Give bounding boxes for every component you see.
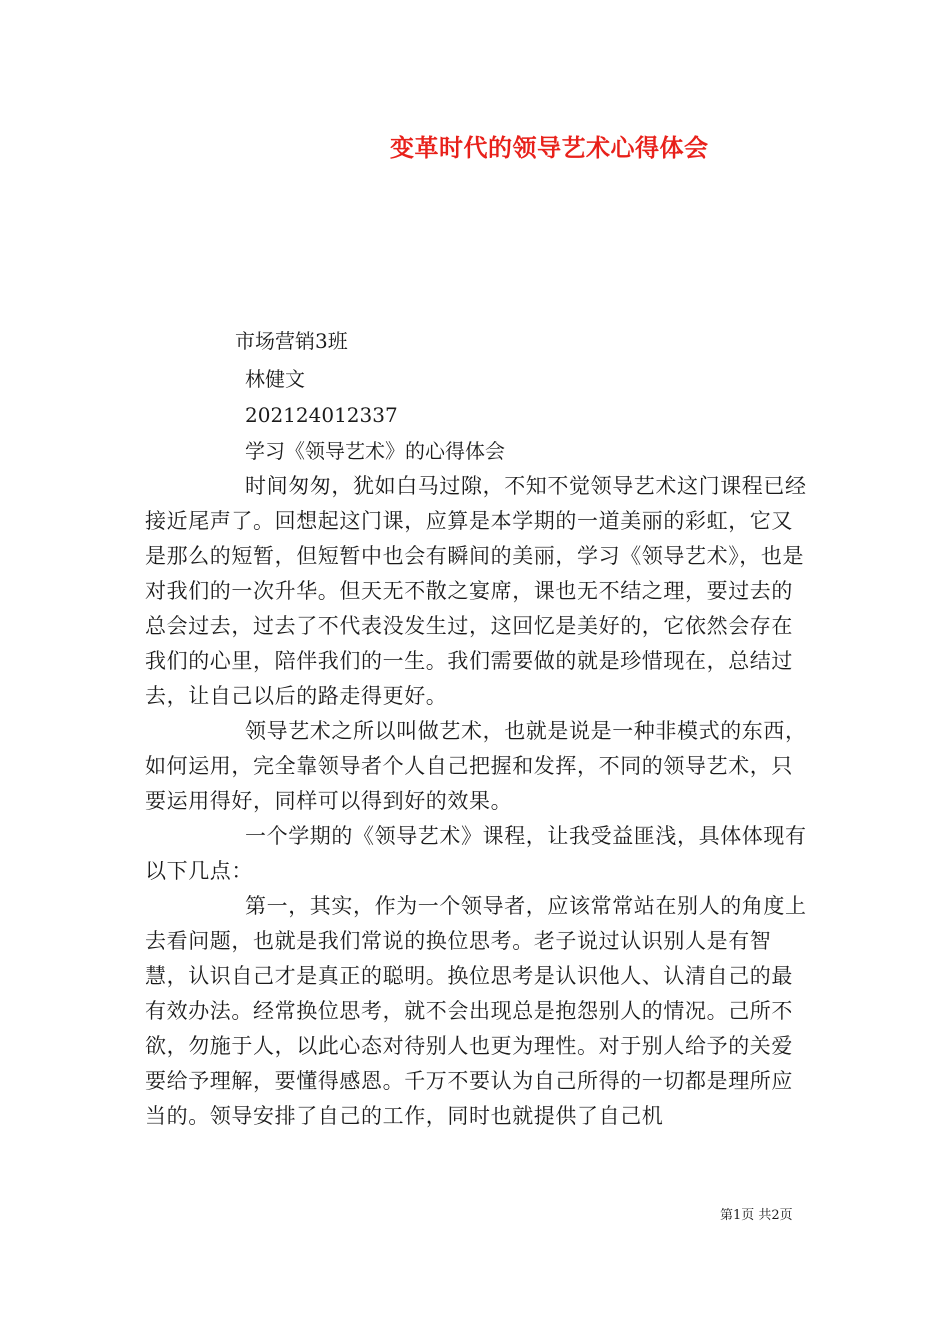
author-name: 林健文	[245, 367, 305, 391]
class-name: 市场营销3班	[235, 329, 348, 353]
essay-body	[145, 469, 811, 1134]
paragraph-2: 领导艺术之所以叫做艺术，也就是说是一种非模式的东西，如何运用，完全靠领导者个人自己把握和发挥，不同的领导艺术，只要运用得好，同样可以得到好的效果。	[145, 719, 807, 813]
paragraph-3: 一个学期的《领导艺术》课程，让我受益匪浅，具体体现有以下几点：	[145, 824, 807, 883]
paragraph-1: 时间匆匆，犹如白马过隙，不知不觉领导艺术这门课程已经接近尾声了。回想起这门课，应算是本学期的一道美丽的彩虹，它又是那么的短暂，但短暂中也会有瞬间的美丽，学习《领导艺术》，也是对我们的一次升华。但天无不散之宴席，课也无不结之理，要过去的总会过去，过去了不代表没发生过，这回忆是美好的，它依然会存在我们的心里，陪伴我们的一生。我们需要做的就是珍惜现在，总结过去，让自己以后的路走得更好。	[145, 474, 807, 708]
student-id: 202124012337	[245, 403, 398, 427]
document-title: 变革时代的领导艺术心得体会	[390, 133, 709, 162]
essay-subtitle: 学习《领导艺术》的心得体会	[245, 439, 505, 463]
page-number: 第1页 共2页	[720, 1208, 793, 1223]
paragraph-4: 第一，其实，作为一个领导者，应该常常站在别人的角度上去看问题，也就是我们常说的换位思考。老子说过认识别人是有智慧，认识自己才是真正的聪明。换位思考是认识他人、认清自己的最有效办法。经常换位思考，就不会出现总是抱怨别人的情况。己所不欲，勿施于人，以此心态对待别人也更为理性。对于别人给予的关爱要给予理解，要懂得感恩。千万不要认为自己所得的一切都是理所应当的。领导安排了自己的工作，同时也就提供了自己机	[145, 894, 807, 1128]
